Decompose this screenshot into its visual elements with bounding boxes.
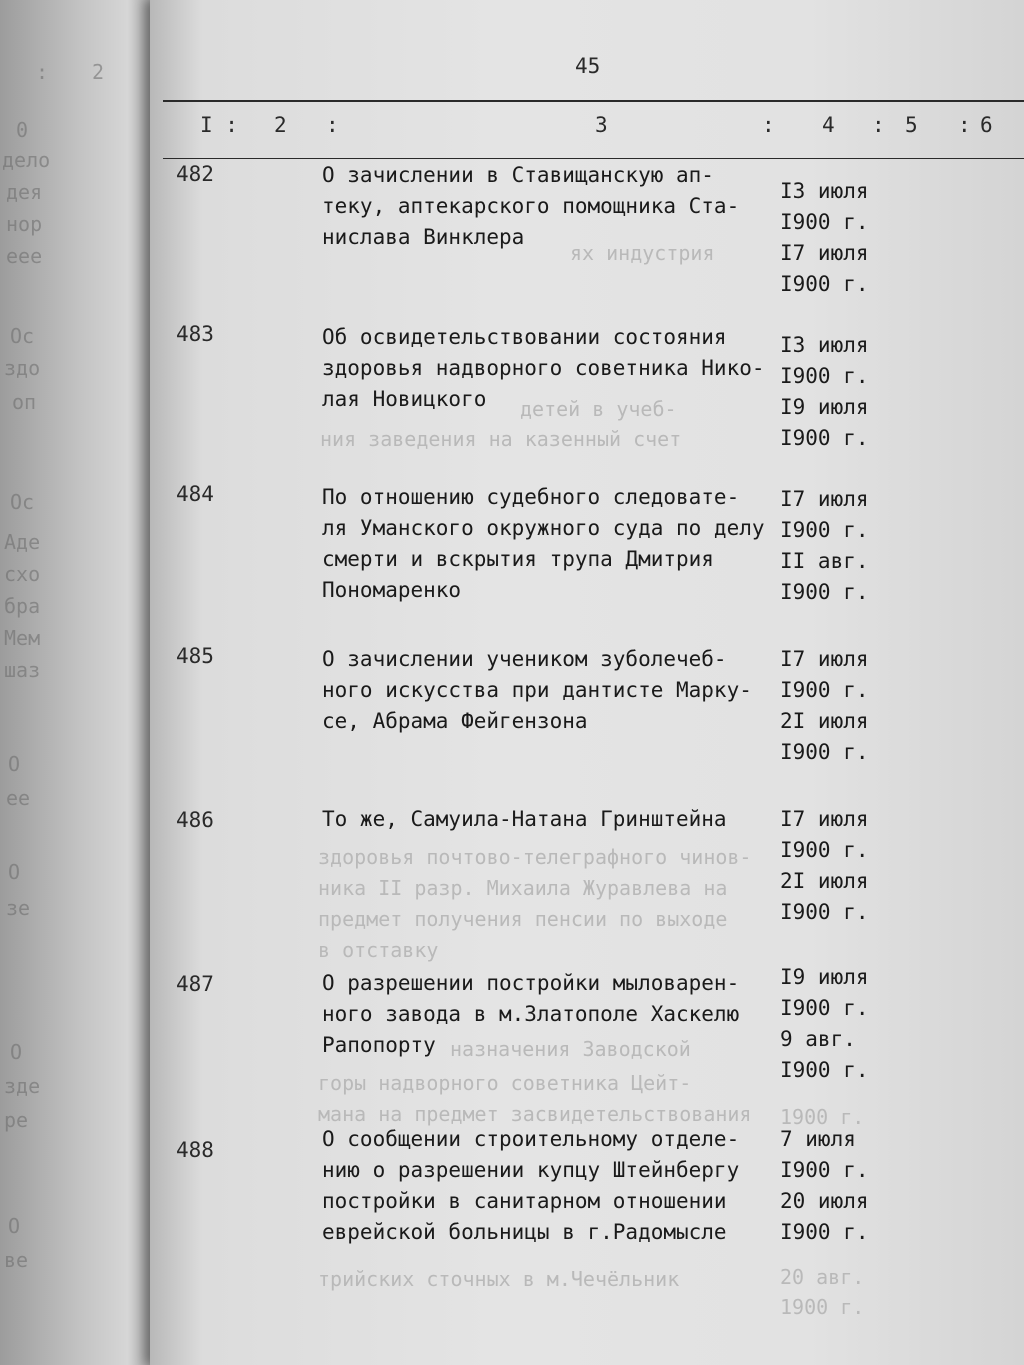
entry-number: 485 xyxy=(176,644,214,668)
entry-number: 486 xyxy=(176,808,214,832)
bleed-through-text: детей в учеб- xyxy=(520,397,677,421)
entry-dates: I7 июля I900 г. II авг. I900 г. xyxy=(780,487,869,604)
facing-page-fragment: зе xyxy=(6,896,31,920)
entry-dates: I7 июля I900 г. 2I июля I900 г. xyxy=(780,807,869,924)
column-header: 3 xyxy=(595,113,608,137)
facing-page-fragment: ре xyxy=(4,1108,29,1132)
column-header: 6 xyxy=(980,113,993,137)
facing-page-fragment: еее xyxy=(6,244,43,268)
entry-dates: I7 июля I900 г. 2I июля I900 г. xyxy=(780,647,869,764)
header-rule-bottom xyxy=(163,158,1024,159)
column-header: 4 xyxy=(822,113,835,137)
column-header: I : xyxy=(200,113,238,137)
column-header: 5 xyxy=(905,113,918,137)
document-page xyxy=(150,0,1024,1365)
facing-page-fragment: Аде xyxy=(4,530,41,554)
bleed-through-text: ния заведения на казенный счет xyxy=(320,427,682,451)
bleed-through-text: здоровья почтово-телеграфного чинов- xyxy=(318,845,752,869)
facing-page-fragment: дело xyxy=(2,148,51,172)
bleed-through-text: ника II разр. Михаила Журавлева на xyxy=(318,876,728,900)
facing-page-fragment: О xyxy=(10,1040,23,1064)
column-header: 2 xyxy=(274,113,287,137)
entry-title: То же, Самуила-Натана Гринштейна xyxy=(322,807,727,831)
facing-page-fragment: ее xyxy=(6,786,31,810)
entry-title: О зачислении учеником зуболечеб- ного искусства при дантисте Марку- се, Абрама Фейгензона xyxy=(322,647,752,733)
entry-dates: I9 июля I900 г. 9 авг. I900 г. xyxy=(780,965,869,1082)
column-header: : xyxy=(326,113,339,137)
page-number: 45 xyxy=(575,54,601,78)
facing-page-fragment: Ос xyxy=(10,324,35,348)
bleed-through-text: предмет получения пенсии по выходе xyxy=(318,907,728,931)
facing-page-fragment: О xyxy=(8,752,21,776)
entry-number: 483 xyxy=(176,322,214,346)
entry-number: 488 xyxy=(176,1138,214,1162)
bleed-through-text: ях индустрия xyxy=(570,241,715,265)
entry-number: 484 xyxy=(176,482,214,506)
facing-page-fragment: схо xyxy=(4,562,41,586)
entry-title: Об освидетельствовании состояния здоровья надворного советника Нико- лая Новицкого xyxy=(322,325,765,411)
facing-page-fragment: О xyxy=(8,1214,21,1238)
entry-dates: I3 июля I900 г. I9 июля I900 г. xyxy=(780,333,869,450)
bleed-through-text: в отставку xyxy=(318,938,439,962)
bleed-through-text: трийских сточных в м.Чечёльник xyxy=(318,1267,680,1291)
facing-page-fragment: зде xyxy=(4,1074,41,1098)
column-header: : xyxy=(762,113,775,137)
header-rule-top xyxy=(163,100,1024,102)
bleed-through-text: горы надворного советника Цейт- xyxy=(318,1071,692,1095)
facing-page-fragment: здо xyxy=(4,356,41,380)
entry-title: О разрешении постройки мыловарен- ного завода в м.Златополе Хаскелю Рапопорту xyxy=(322,971,740,1057)
facing-page-fragment: нор xyxy=(6,212,43,236)
entry-number: 482 xyxy=(176,162,214,186)
facing-page-fragment: 2 xyxy=(92,60,105,84)
entry-title: О сообщении строительному отделе- нию о разрешении купцу Штейнбергу постройки в санитарном отношении еврейской больницы в г.Радомысле xyxy=(322,1127,740,1244)
bleed-through-text: назначения Заводской xyxy=(450,1037,691,1061)
bleed-through-text: 20 авг. xyxy=(780,1265,865,1289)
entry-dates: 7 июля I900 г. 20 июля I900 г. xyxy=(780,1127,869,1244)
facing-page xyxy=(0,0,150,1365)
entry-number: 487 xyxy=(176,972,214,996)
facing-page-fragment: бра xyxy=(4,594,41,618)
facing-page-fragment: О xyxy=(8,860,21,884)
entry-title: О зачислении в Ставищанскую ап- теку, аптекарского помощника Ста- нислава Винклера xyxy=(322,163,740,249)
column-header: : xyxy=(958,113,971,137)
bleed-through-text: 1900 г. xyxy=(780,1105,865,1129)
entry-title: По отношению судебного следовате- ля Уманского окружного суда по делу смерти и вскрытия трупа Дмитрия Пономаренко xyxy=(322,485,765,602)
entry-dates: I3 июля I900 г. I7 июля I900 г. xyxy=(780,179,869,296)
column-header: : xyxy=(872,113,885,137)
facing-page-fragment: дея xyxy=(6,180,43,204)
bleed-through-text: мана на предмет засвидетельствования xyxy=(318,1102,752,1126)
facing-page-fragment: Ос xyxy=(10,490,35,514)
facing-page-fragment: : xyxy=(36,60,49,84)
facing-page-fragment: 0 xyxy=(16,118,29,142)
facing-page-fragment: Мем xyxy=(4,626,41,650)
bleed-through-text: 1900 г. xyxy=(780,1295,865,1319)
facing-page-fragment: шаз xyxy=(4,658,41,682)
facing-page-fragment: оп xyxy=(12,390,37,414)
facing-page-fragment: ве xyxy=(4,1248,29,1272)
